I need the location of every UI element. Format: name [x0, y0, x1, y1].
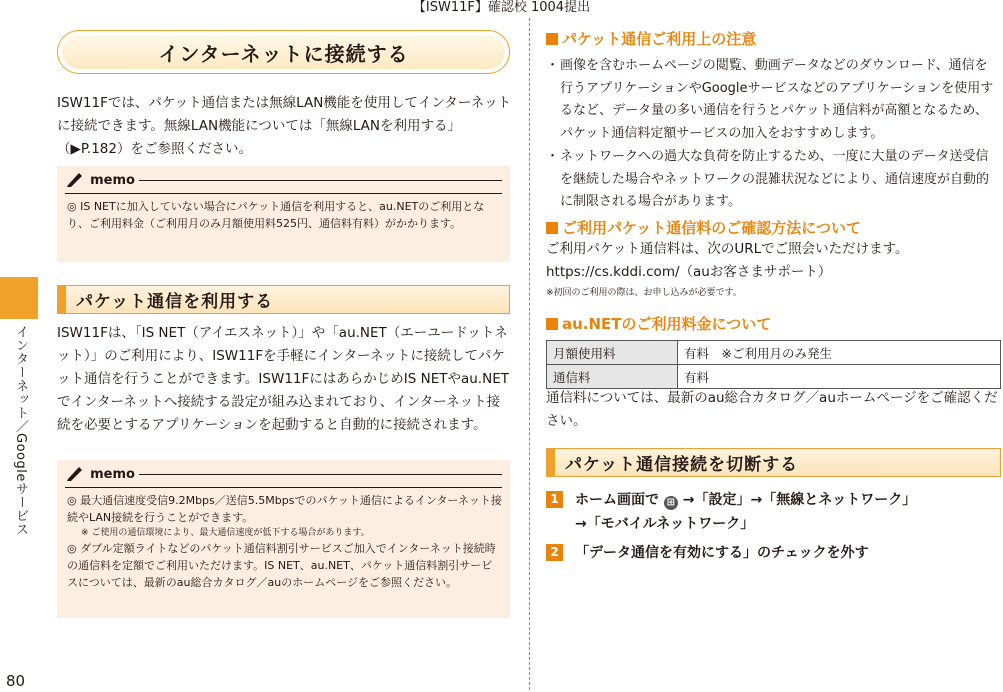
- memo-rule: [139, 474, 502, 475]
- memo-header: memo: [65, 170, 135, 192]
- page-title-bar: [57, 30, 510, 74]
- menu-key-icon: ⊞: [664, 496, 678, 510]
- memo-rule: [139, 180, 502, 181]
- fee-detail-paragraph: 通信料については、最新のau総合カタログ／auホームページをご確認ください。: [546, 390, 998, 429]
- step-number: 1: [546, 491, 563, 508]
- memo-note: ※ ご使用の通信環境により、最大通信速度が低下する場合があります。: [81, 528, 370, 538]
- caution-bullet-1: ・ 画像を含むホームページの閲覧、動画データなどのダウンロード、通信を行うアプリケーションやGoogleサービスなどのアプリケーションを使用するなど、データ量の多い通信を行うとパケット通信料が高額となるため、パケット通信料定額サービスの加入をおすすめします。: [546, 58, 994, 141]
- memo-items: [67, 492, 503, 591]
- support-url-link[interactable]: https://cs.kddi.com/: [546, 264, 680, 280]
- page-title: インターネットに接続する: [158, 41, 409, 66]
- section-title: パケット通信接続を切断する: [565, 455, 799, 475]
- heading-caution: パケット通信ご利用上の注意: [546, 28, 756, 49]
- memo-box-2: [57, 460, 510, 618]
- table-cell: 通信料: [547, 365, 678, 389]
- page-header: 【ISW11F】確認校 1004提出: [412, 0, 591, 15]
- support-url-line: https://cs.kddi.com/（auお客さまサポート）: [546, 264, 832, 280]
- fee-check-paragraph: ご利用パケット通信料は、次のURLでご照会いただけます。: [546, 241, 909, 257]
- page-number: 80: [6, 672, 26, 690]
- table-row: [547, 341, 1001, 365]
- caution-bullet-2: ・ ネットワークへの過大な負荷を防止するため、一度に大量のデータ送受信を継続した場合やネットワークの混雑状況などにより、通信速度が自動的に制限される場合があります。: [546, 149, 990, 209]
- pencil-icon: [65, 464, 85, 482]
- memo-rule: [65, 487, 502, 488]
- pencil-icon: [65, 170, 85, 188]
- heading-check-fee: ご利用パケット通信料のご確認方法について: [546, 217, 861, 238]
- table-cell: 有料 ※ご利用月のみ発生: [678, 341, 1001, 365]
- step-number: 2: [546, 544, 563, 561]
- fee-table: [546, 340, 1001, 389]
- column-divider: [529, 18, 530, 690]
- table-row: [547, 365, 1001, 389]
- memo-rule: [65, 193, 502, 194]
- memo-item: ◎ IS NETに加入していない場合にパケット通信を利用すると、au.NETのご利用となり、ご利用料金（ご利用月のみ月額使用料525円、通信料有料）がかかります。: [67, 200, 485, 230]
- first-use-note: ※初回のご利用の際は、お申し込みが必要です。: [546, 288, 742, 298]
- table-cell: 月額使用料: [547, 341, 678, 365]
- memo-item: ◎ ダブル定額ライトなどのパケット通信料割引サービスご加入でインターネット接続時の通信料を定額でご利用いただけます。IS NET、au.NET、パケット通信料割引サービスについては、最新のau総合カタログ／auのホームページをご参照ください。: [67, 542, 496, 589]
- heading-aunet-fee: au.NETのご利用料金について: [546, 313, 771, 334]
- memo-box-1: [57, 166, 510, 262]
- step-1: 1 ホーム画面で ⊞ →「設定」→「無線とネットワーク」 →「モバイルネットワーク」: [546, 488, 1001, 536]
- section-title: パケット通信を利用する: [76, 292, 274, 312]
- side-tab-marker: [0, 277, 38, 319]
- packet-paragraph: ISW11Fは、「IS NET（アイエスネット）」や「au.NET（エーユードットネット）」のご利用により、ISW11Fを手軽にインターネットに接続してパケット通信を行うことができます。ISW11FにはあらかじめIS NETやau.NETでインターネットへ接続する設定が組み込まれており、インターネット接続を必要とするアプリケーションを起動すると自動的に接続されます。: [57, 325, 509, 433]
- step-2: 2 「データ通信を有効にする」のチェックを外す: [546, 541, 1001, 565]
- table-cell: 有料: [678, 365, 1001, 389]
- section-bar-disconnect: [546, 448, 1001, 477]
- intro-paragraph: ISW11Fでは、パケット通信または無線LAN機能を使用してインターネットに接続できます。無線LAN機能については「無線LANを利用する」（▶P.182）をご参照ください。: [57, 95, 512, 157]
- side-section-label: インターネット／Googleサービス: [13, 325, 28, 536]
- section-bar-packet: [57, 285, 510, 314]
- memo-header: memo: [65, 464, 135, 486]
- memo-item: ◎ 最大通信速度受信9.2Mbps／送信5.5Mbpsでのパケット通信によるインターネット接続やLAN接続を行うことができます。: [67, 494, 502, 524]
